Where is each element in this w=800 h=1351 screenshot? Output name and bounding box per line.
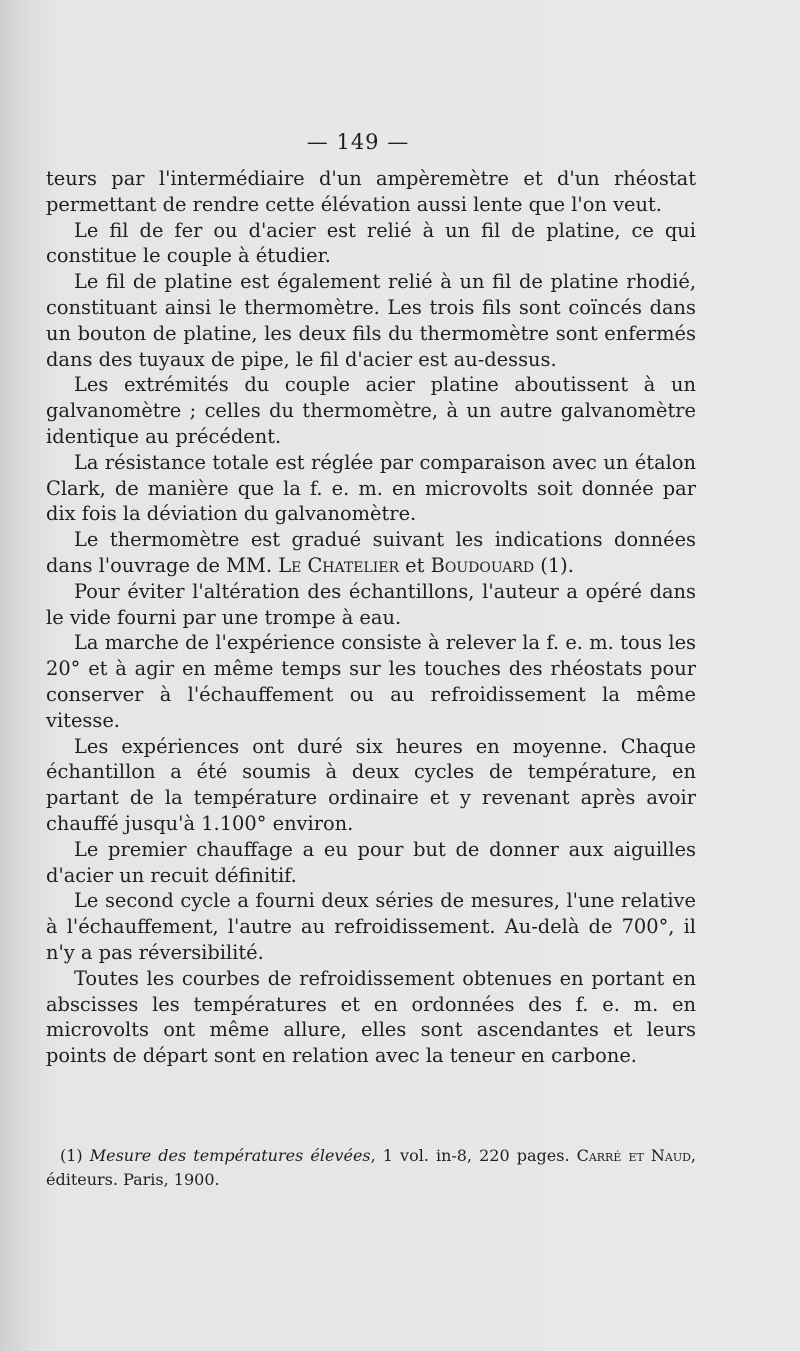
footnote-title: Mesure des températures élevées: [89, 1146, 371, 1165]
body-text: [46, 166, 696, 1069]
paragraph: teurs par l'intermédiaire d'un ampèremètre et d'un rhéostat permettant de rendre cette élévation aussi lente que l'on veut.: [46, 167, 696, 216]
footnote-details: , 1 vol. in-8, 220 pages.: [370, 1146, 577, 1165]
footnote-publisher: Carré et Naud: [576, 1146, 691, 1165]
paragraph: La marche de l'expérience consiste à relever la f. e. m. tous les 20° et à agir en même temps sur les touches des rhéostats pour conserver à l'échauffement ou au refroidissement la même vitesse.: [46, 631, 696, 732]
footnote-marker: (1): [60, 1146, 90, 1165]
footnote-end: , éditeurs. Paris, 1900.: [46, 1146, 697, 1189]
footnote: [46, 1144, 696, 1192]
paragraph: Le fil de platine est également relié à un fil de platine rhodié, constituant ainsi le thermomètre. Les trois fils sont coïncés dans un bouton de platine, les deux fils du thermomètre sont enfermés dans des tuyaux de pipe, le fil d'acier est au-dessus.: [46, 270, 696, 371]
author-name: Boudouard: [430, 553, 535, 577]
paragraph-text: et: [399, 553, 431, 577]
author-name: Le Chatelier: [278, 553, 399, 577]
paragraph: Toutes les courbes de refroidissement obtenues en portant en abscisses les températures et en ordonnées des f. e. m. en microvolts ont même allure, elles sont ascendantes et leurs points de départ sont en relation avec la teneur en carbone.: [46, 966, 696, 1068]
paragraph: [46, 527, 696, 579]
paragraph: Le second cycle a fourni deux séries de mesures, l'une relative à l'échauffement, l'autre au refroidissement. Au-delà de 700°, il n'y a pas réversibilité.: [46, 889, 696, 964]
footnote-reference: (1).: [534, 553, 574, 577]
paragraph: La résistance totale est réglée par comparaison avec un étalon Clark, de manière que la f. e. m. en microvolts soit donnée par dix fois la déviation du galvanomètre.: [46, 450, 696, 526]
paragraph: Le premier chauffage a eu pour but de donner aux aiguilles d'acier un recuit définitif.: [46, 837, 696, 887]
paragraph: Le fil de fer ou d'acier est relié à un fil de platine, ce qui constitue le couple à étudier.: [46, 218, 696, 268]
paragraph: Les extrémités du couple acier platine aboutissent à un galvanomètre ; celles du thermomètre, à un autre galvanomètre identique au précédent.: [46, 373, 696, 448]
paragraph-text: Le thermomètre est gradué suivant les indications données dans l'ouvrage de MM.: [46, 528, 696, 577]
footnote-text: [46, 1144, 696, 1192]
paragraph: Les expériences ont duré six heures en moyenne. Chaque échantillon a été soumis à deux cycles de température, en partant de la température ordinaire et y revenant après avoir chauffé jusqu'à 1.100° environ.: [46, 734, 696, 835]
paragraph: Pour éviter l'altération des échantillons, l'auteur a opéré dans le vide fourni par une trompe à eau.: [46, 579, 696, 629]
page-number: — 149 —: [306, 130, 410, 154]
